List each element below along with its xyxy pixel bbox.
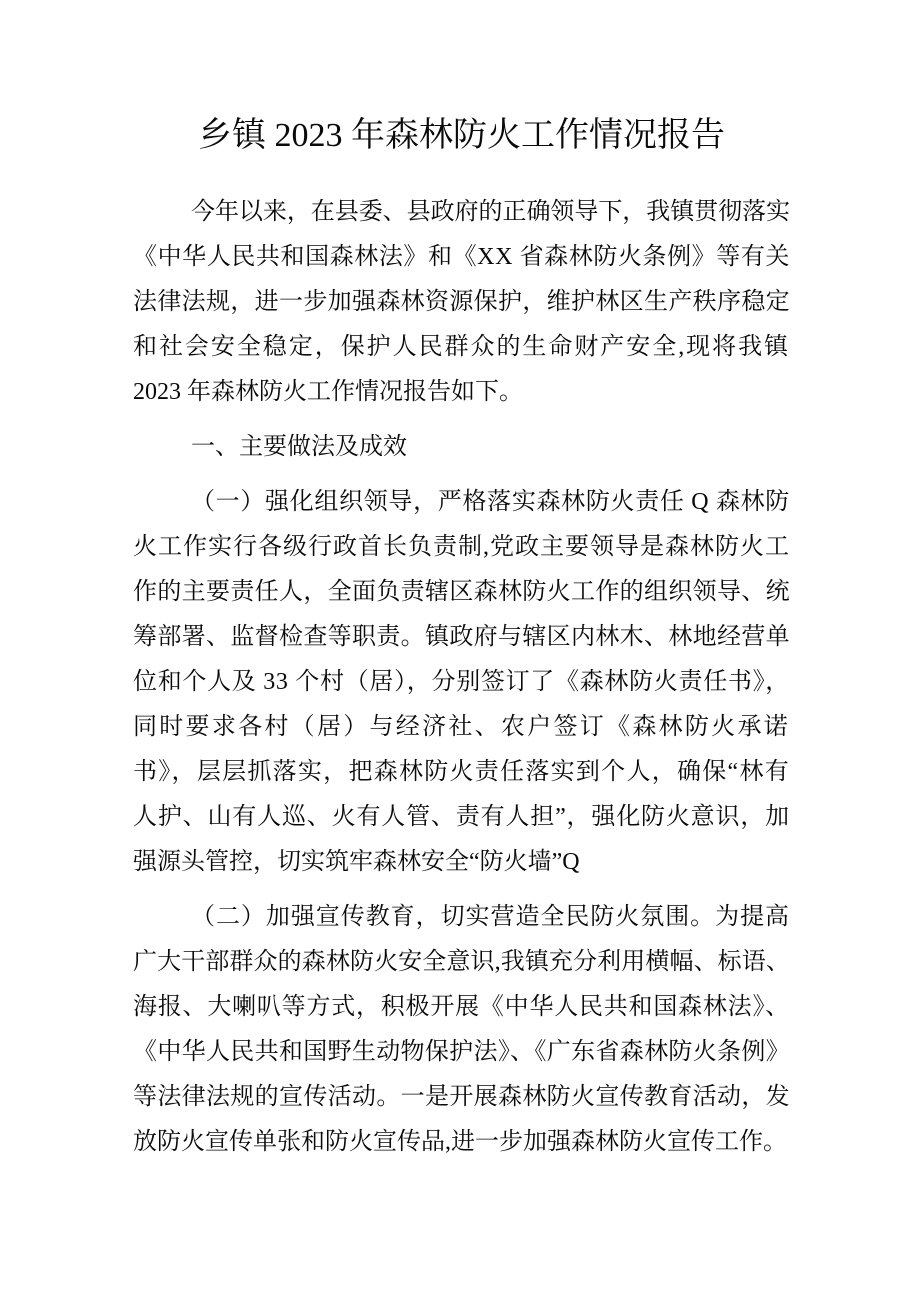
text-line: 一、主要做法及成效: [191, 434, 407, 460]
text-line: （二）加强宣传教育，切实营造全民防火氛围。为提高: [191, 904, 790, 930]
text-line: 同时要求各村（居）与经济社、农户签订《森林防火承诺: [133, 714, 790, 740]
text-line: 火工作实行各级行政首长负责制,党政主要领导是森林防火工: [133, 534, 790, 560]
paragraph: [133, 190, 790, 415]
text-line: 《中华人民共和国野生动物保护法》、《广东省森林防火条例》: [133, 1039, 790, 1065]
text-line: 和社会安全稳定，保护人民群众的生命财产安全,现将我镇: [133, 334, 790, 360]
text-line: 作的主要责任人，全面负责辖区森林防火工作的组织领导、统: [133, 579, 790, 605]
document-title: 乡镇 2023 年森林防火工作情况报告: [198, 117, 725, 154]
text-line: 书》，层层抓落实，把森林防火责任落实到个人，确保“林有: [133, 759, 790, 785]
text-line: 放防火宣传单张和防火宣传品,进一步加强森林防火宣传工作。: [133, 1129, 787, 1155]
text-line: 2023 年森林防火工作情况报告如下。: [133, 379, 523, 405]
text-line: 今年以来，在县委、县政府的正确领导下，我镇贯彻落实: [191, 199, 790, 225]
text-line: 筹部署、监督检查等职责。镇政府与辖区内林木、林地经营单: [133, 624, 790, 650]
text-line: 等法律法规的宣传活动。一是开展森林防火宣传教育活动，发: [133, 1084, 790, 1110]
text-line: 广大干部群众的森林防火安全意识,我镇充分利用横幅、标语、: [133, 949, 790, 975]
paragraph: [133, 480, 790, 885]
document-body: [133, 106, 790, 1165]
text-line: （一）强化组织领导，严格落实森林防火责任 Q 森林防: [191, 489, 790, 515]
section-heading: [133, 425, 790, 470]
text-line: 人护、山有人巡、火有人管、责有人担”，强化防火意识，加: [133, 804, 790, 830]
text-line: 位和个人及 33 个村（居），分别签订了《森林防火责任书》，: [133, 669, 790, 695]
text-line: 法律法规，进一步加强森林资源保护，维护林区生产秩序稳定: [133, 289, 790, 315]
text-line: 《中华人民共和国森林法》和《XX 省森林防火条例》等有关: [133, 244, 790, 270]
text-line: 海报、大喇叭等方式，积极开展《中华人民共和国森林法》、: [133, 994, 790, 1020]
paragraph: [133, 895, 790, 1165]
document-blocks: [133, 190, 790, 1165]
text-line: 强源头管控，切实筑牢森林安全“防火墙”Q: [133, 849, 580, 875]
